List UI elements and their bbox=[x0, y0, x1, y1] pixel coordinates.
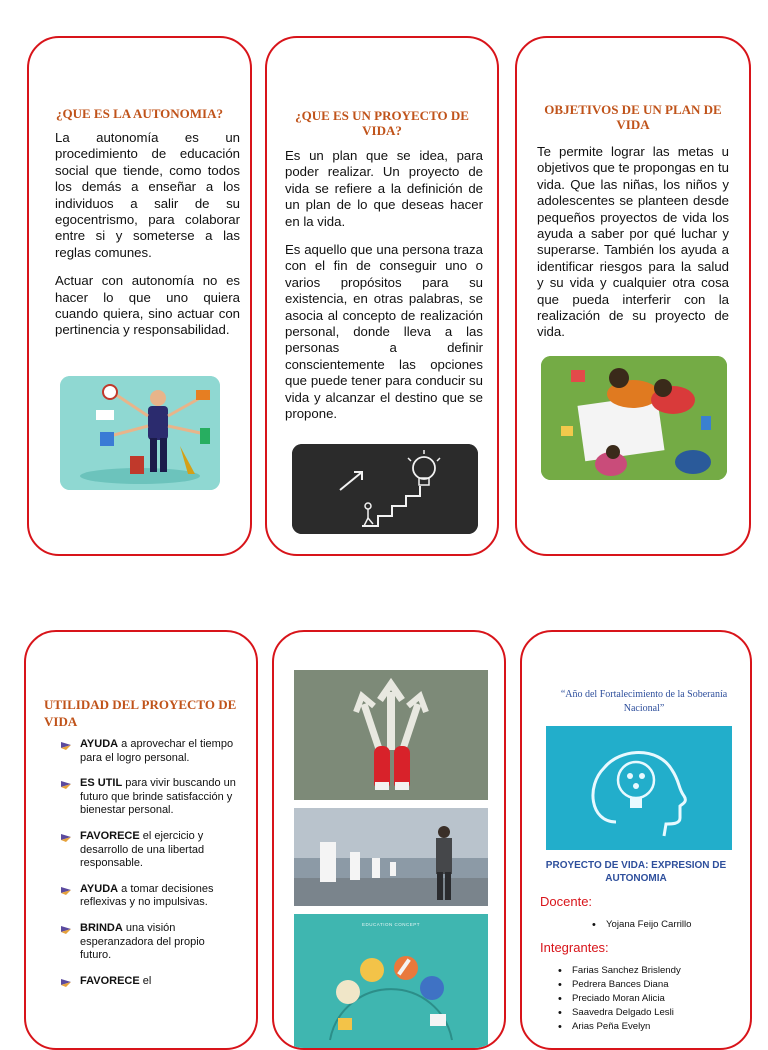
multitasking-illustration bbox=[60, 376, 220, 490]
list-item: • Farias Sanchez Brislendy bbox=[552, 964, 681, 978]
panel-proyecto-vida bbox=[265, 36, 499, 556]
year-quote: “Año del Fortalecimiento de la Soberanía Nacional” bbox=[560, 689, 728, 714]
sneakers-arrows-photo bbox=[294, 670, 488, 800]
panel-title: UTILIDAD DEL PROYECTO DE VIDA bbox=[44, 697, 237, 729]
list-item: • Preciado Moran Alicia bbox=[552, 992, 681, 1006]
utilidad-list bbox=[60, 738, 236, 1000]
panel-images bbox=[272, 630, 506, 1050]
panel-title: ¿QUE ES LA AUTONOMIA? bbox=[56, 106, 223, 121]
docente-label: Docente: bbox=[540, 894, 593, 909]
project-title: PROYECTO DE VIDA: EXPRESION DE AUTONOMIA bbox=[545, 860, 727, 884]
list-item: • Yojana Feijo Carrillo bbox=[586, 918, 692, 932]
bullet-arrow-icon bbox=[60, 885, 72, 900]
panel-autonomia bbox=[27, 36, 252, 556]
bullet-arrow-icon bbox=[60, 779, 72, 794]
list-item: FAVORECE el ejercicio y desarrollo de una libertad responsable. bbox=[60, 830, 236, 871]
brain-lightbulb-illustration bbox=[546, 726, 732, 850]
list-item: BRINDA una visión esperanzadora del propio futuro. bbox=[60, 922, 236, 963]
panel-utilidad bbox=[24, 630, 258, 1050]
bullet-arrow-icon bbox=[60, 977, 72, 992]
paragraph: La autonomía es un procedimiento de educación social que tiende, como todos los demás a enseñar a los individuos a salir de su egocentrismo, para colaborar entre si y someterse a las reglas comunes. bbox=[55, 130, 240, 260]
paragraph: Es aquello que una persona traza con el fin de conseguir uno o varios propósitos para su existencia, en otras palabras, se asocia al concepto de realización personal, donde lleva a las personas a definir conscientemente las opciones que puede tener para conducir su vida y alcanzar el destino que se propone. bbox=[285, 242, 483, 422]
bullet-arrow-icon bbox=[60, 832, 72, 847]
panel-title: OBJETIVOS DE UN PLAN DE VIDA bbox=[544, 102, 722, 132]
list-item: • Saavedra Delgado Lesli bbox=[552, 1006, 681, 1020]
education-concept-illustration bbox=[294, 914, 488, 1050]
panel-objetivos bbox=[515, 36, 751, 556]
paragraph: Es un plan que se idea, para poder realizar. Un proyecto de vida se refiere a la definición de un plan de lo que deseas hacer en la vida. bbox=[285, 148, 483, 229]
image-caption: EDUCATION CONCEPT bbox=[362, 922, 420, 927]
list-item: ES UTIL para vivir buscando un futuro que brinde satisfacción y bienestar personal. bbox=[60, 777, 236, 818]
chalkboard-stairs-image bbox=[292, 444, 478, 534]
list-item: AYUDA a aprovechar el tiempo para el logro personal. bbox=[60, 738, 236, 765]
businessman-doors-photo bbox=[294, 808, 488, 906]
bullet-arrow-icon bbox=[60, 740, 72, 755]
paragraph: Te permite lograr las metas u objetivos que te propongas en tu vida. Que las niñas, los niños y adolescentes se planteen desde pequeños proyectos de vida los ayuda a saber por qué luchar y superarse. También los ayuda a identificar riesgos para la salud y su vida y cualquier otra cosa que pueda interferir con la realización de su proyecto de vida. bbox=[537, 144, 729, 340]
bullet-arrow-icon bbox=[60, 924, 72, 939]
paragraph: Actuar con autonomía no es hacer lo que uno quiera cuando quiera, sino actuar con pertinencia y responsabilidad. bbox=[55, 273, 240, 338]
list-item: FAVORECE el bbox=[60, 975, 236, 989]
panel-portada bbox=[520, 630, 752, 1050]
children-on-grass-photo bbox=[541, 356, 727, 480]
list-item: AYUDA a tomar decisiones reflexivas y no impulsivas. bbox=[60, 883, 236, 910]
panel-title: ¿QUE ES UN PROYECTO DE VIDA? bbox=[295, 108, 469, 138]
list-item: • Pedrera Bances Diana bbox=[552, 978, 681, 992]
docente-list bbox=[586, 918, 692, 932]
list-item: • Arias Peña Evelyn bbox=[552, 1020, 681, 1034]
integrantes-label: Integrantes: bbox=[540, 940, 609, 955]
